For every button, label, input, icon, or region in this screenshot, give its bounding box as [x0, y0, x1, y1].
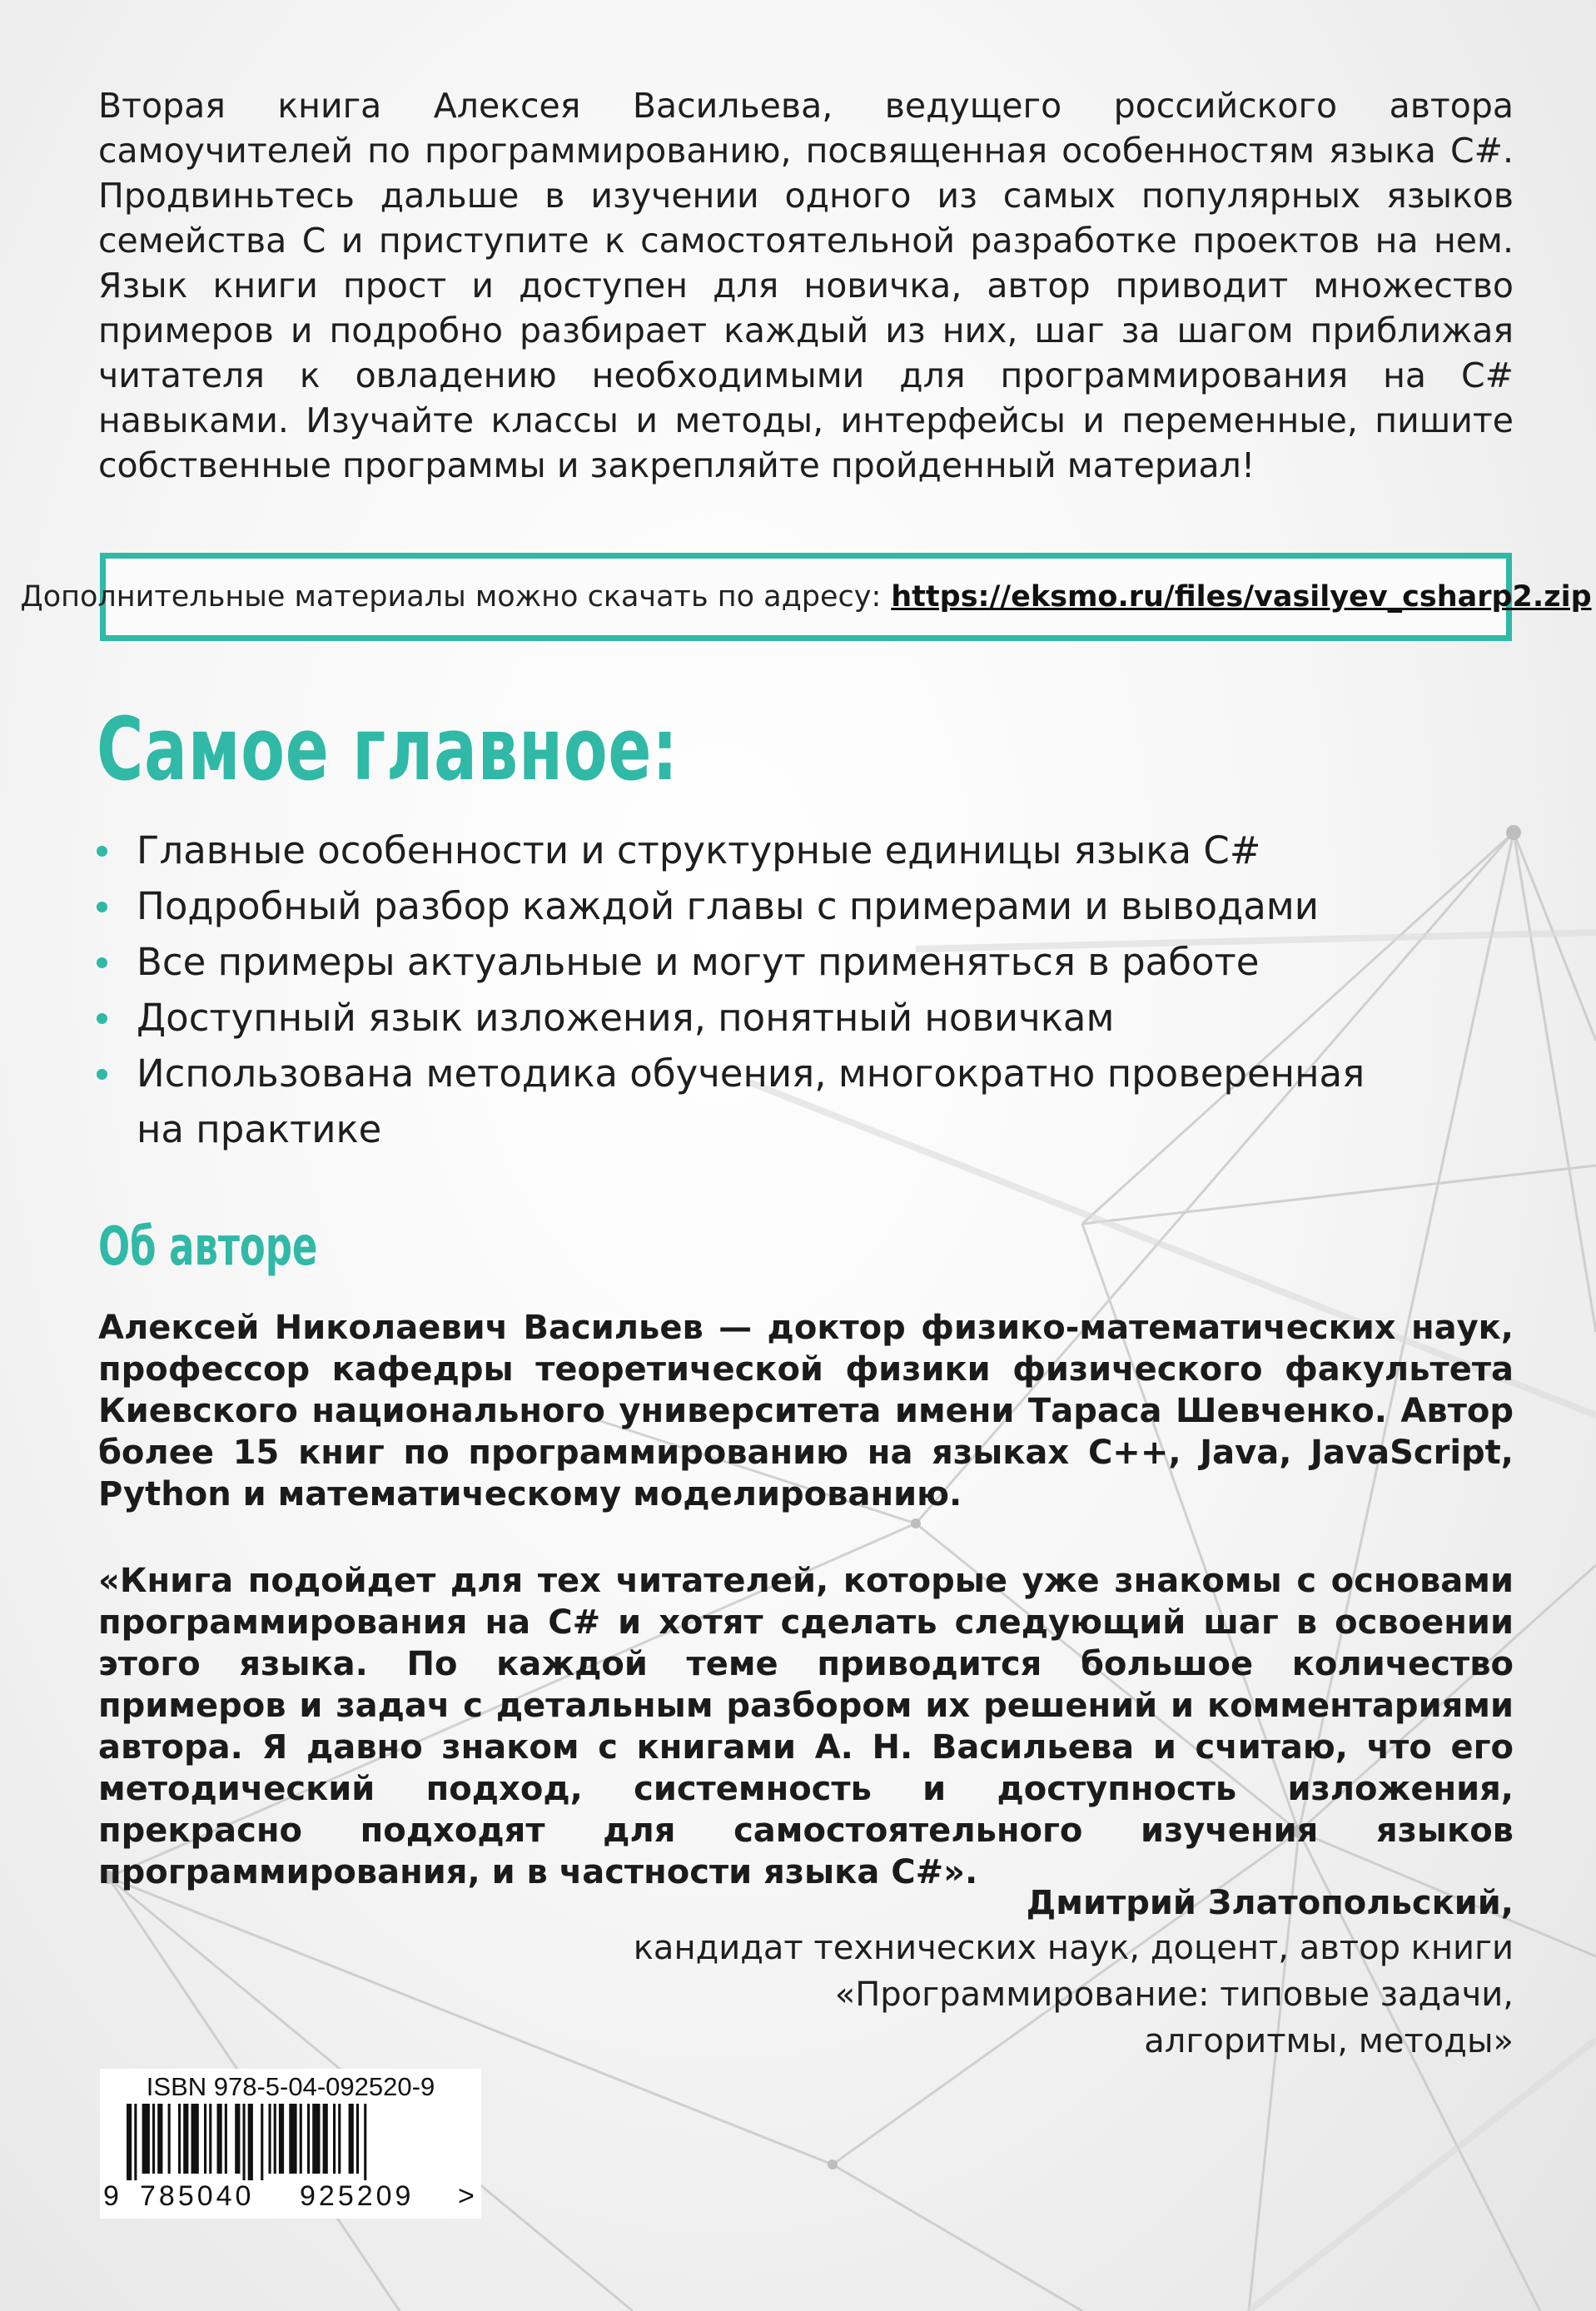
author-bio: Алексей Николаевич Васильев — доктор физико-математических наук, профессор кафедры теоретической физики физического факультета Киевского национального университета имени Тараса Шевченко. Автор более 15 книг по программированию на языках C++, Java, JavaScript, Python и математическому моделированию.: [98, 1309, 1514, 1513]
barcode-bar: [338, 2104, 341, 2174]
feature-text: Главные особенности и структурные единицы языка C#: [137, 828, 1261, 872]
barcode-bar: [235, 2104, 240, 2174]
feature-item: [93, 1046, 1369, 1157]
review-quote: «Книга подойдет для тех читателей, которые уже знакомы с основами программирования на C# и хотят сделать следующий шаг в освоении этого языка. По каждой теме приводится большое количество примеров и задач с детальным разбором их решений и комментариями автора. Я давно знаком с книгами А. Н. Васильева и считаю, что его методический подход, системность и доступность изложения, прекрасно подходят для самостоятельного изучения языков программирования, и в частности языка C#».: [98, 1562, 1514, 1891]
barcode-bar: [248, 2104, 253, 2180]
barcode-bar: [243, 2104, 246, 2180]
barcode-bar: [323, 2104, 328, 2174]
quote-attribution: [515, 1881, 1514, 2065]
barcode-bar: [157, 2104, 162, 2174]
feature-text: Использована методика обучения, многократно проверенная на практике: [137, 1051, 1365, 1151]
bullet-icon: [97, 1013, 107, 1024]
barcode-icon: [127, 2104, 455, 2180]
download-link[interactable]: https://eksmo.ru/files/vasilyev_csharp2.zip: [891, 580, 1592, 614]
barcode-bar: [261, 2104, 263, 2180]
barcode-bar: [204, 2104, 206, 2174]
barcode-bar: [349, 2104, 354, 2174]
isbn-barcode-block: [100, 2069, 481, 2219]
barcode-bar: [289, 2104, 296, 2174]
reviewer-credentials-line: кандидат технических наук, доцент, автор книги: [633, 1929, 1514, 1967]
barcode-bar: [300, 2104, 302, 2174]
author-heading: Об авторе: [98, 1216, 318, 1278]
features-list: [93, 823, 1392, 1157]
main-heading: Самое главное:: [97, 698, 679, 800]
feature-text: Доступный язык изложения, понятный новичкам: [137, 996, 1115, 1040]
intro-paragraph: Вторая книга Алексея Васильева, ведущего российского автора самоучителей по программированию, посвященная особенностям языка C#. Продвиньтесь дальше в изучении одного из самых популярных языков семейства C и приступите к самостоятельной разработке проектов на нем. Язык книги прост и доступен для новичка, автор приводит множество примеров и подробно разбирает каждый из них, шаг за шагом приближая читателя к овладению необходимыми для программирования на C# навыками. Изучайте классы и методы, интерфейсы и переменные, пишите собственные программы и закрепляйте пройденный материал!: [98, 86, 1514, 485]
download-box: [20, 553, 1592, 641]
barcode-bar: [312, 2104, 320, 2174]
barcode-bar: [225, 2104, 227, 2174]
barcode-bar: [356, 2104, 359, 2174]
bullet-icon: [97, 957, 107, 968]
barcode-bar: [142, 2104, 150, 2174]
isbn-number: ISBN 978-5-04-092520-9: [146, 2072, 435, 2101]
barcode-digit-group-left: 785040: [140, 2180, 255, 2212]
barcode-bar: [307, 2104, 310, 2174]
barcode-bar: [217, 2104, 222, 2174]
barcode-bar: [191, 2104, 199, 2174]
barcode-bar: [127, 2104, 132, 2180]
reviewer-credentials-line: «Программирование: типовые задачи,: [834, 1976, 1514, 2014]
reviewer-credentials-line: алгоритмы, методы»: [1144, 2022, 1514, 2060]
bullet-icon: [97, 902, 107, 912]
barcode-bar: [209, 2104, 211, 2174]
reviewer-name: Дмитрий Златопольский,: [1026, 1884, 1514, 1922]
barcode-end-mark: >: [458, 2180, 475, 2212]
feature-item: [93, 823, 1392, 878]
barcode-bar: [183, 2104, 188, 2174]
download-label: Дополнительные материалы можно скачать по адресу:: [20, 580, 882, 614]
barcode-bar: [269, 2104, 271, 2174]
barcode-first-digit: 9: [103, 2180, 119, 2212]
feature-item: [93, 934, 1392, 990]
barcode-bar: [364, 2104, 366, 2180]
barcode-bar: [168, 2104, 171, 2174]
bullet-icon: [97, 1069, 107, 1080]
barcode-digit-group-right: 925209: [300, 2180, 415, 2212]
barcode-bar: [152, 2104, 155, 2174]
feature-text: Все примеры актуальные и могут применяться в работе: [137, 940, 1260, 984]
feature-item: [93, 878, 1392, 934]
barcode-bar: [279, 2104, 284, 2174]
feature-text: Подробный разбор каждой главы с примерами и выводами: [137, 884, 1319, 928]
barcode-bar: [134, 2104, 137, 2180]
feature-item: [93, 990, 1392, 1046]
reviewer-credentials: [515, 1925, 1514, 2065]
barcode-bar: [178, 2104, 181, 2174]
barcode-bar: [333, 2104, 336, 2174]
barcode-bar: [274, 2104, 276, 2174]
bullet-icon: [97, 846, 107, 857]
